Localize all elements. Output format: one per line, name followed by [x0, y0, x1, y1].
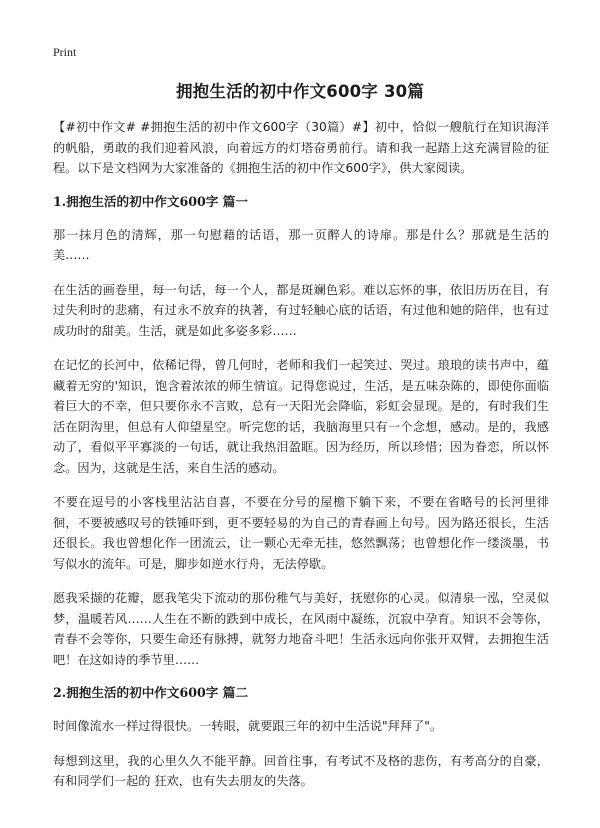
document-title: 拥抱生活的初中作文600字 30篇	[175, 82, 425, 101]
paragraph: 不要在逗号的小客栈里沾沾自喜，不要在分号的屋檐下躺下来，不要在省略号的长河里徘徊，不要被感叹号的铁锤吓到，更不要轻易的为自己的青春画上句号。因为路还很长，生活还很长。我也曾想化作一团流云，让一颗心无牵无挂，悠然飘荡；也曾想化作一缕淡墨，书写似水的流年。可是，脚步如逆水行舟，无法停歇。	[53, 495, 549, 571]
paragraph: 那一抹月色的清辉，那一句慰藉的话语，那一页醉人的诗扉。那是什么？那就是生活的美……	[53, 227, 549, 262]
section-heading-1: 1.拥抱生活的初中作文600字 篇一	[53, 193, 248, 209]
paragraph: 在记忆的长河中，依稀记得，曾几何时，老师和我们一起笑过、哭过。琅琅的读书声中，蕴藏着无穷的'知识，饱含着浓浓的师生情谊。记得您说过，生活，是五味杂陈的，即使你面临着巨大的不幸，但只要你永不言败，总有一天阳光会降临，彩虹会显现。是的，有时我们生活在阴沟里，但总有人仰望星空。听完您的话，我脑海里只有一个念想，感动。是的，我感动了，看似平平寡淡的一句话，就让我热泪盈眶。因为经历，所以珍惜；因为眷恋，所以怀念。因为，这就是生活，来自生活的感动。	[53, 358, 549, 475]
paragraph: 在生活的画卷里，每一句话，每一个人，都是斑斓色彩。难以忘怀的事，依旧历历在目，有过失利时的悲痛，有过永不放弃的执著，有过轻触心底的话语，有过他和她的陪伴，也有过成功时的甜美。生活，就是如此多姿多彩……	[53, 282, 549, 338]
intro-paragraph: 【#初中作文# #拥抱生活的初中作文600字（30篇）#】初中，恰似一艘航行在知识海洋的帆船，勇敢的我们迎着风浪，向着远方的灯塔奋勇前行。请和我一起踏上这充满冒险的征程。以下是文档网为大家准备的《拥抱生活的初中作文600字》，供大家阅读。	[53, 120, 549, 175]
section-heading-2: 2.拥抱生活的初中作文600字 篇二	[53, 685, 248, 700]
paragraph: 每想到这里，我的心里久久不能平静。回首往事，有考试不及格的悲伤，有考高分的自豪，有和同学们一起的 狂欢，也有失去朋友的失落。	[53, 753, 549, 788]
paragraph: 愿我采撷的花瓣，愿我笔尖下流动的那份稚气与美好，抚慰你的心灵。似清泉一泓，空灵似梦，温暖若风……人生在不断的跌到中成长，在风雨中凝练，沉寂中孕育。知识不会等你，青春不会等你，只要生命还有脉搏，就努力地奋斗吧！生活永远向你张开双臂，去拥抱生活吧！在这如诗的季节里……	[53, 591, 549, 667]
print-link[interactable]: Print	[53, 45, 77, 59]
paragraph: 时间像流水一样过得很快。一转眼，就要跟三年的初中生活说"拜拜了"。	[53, 719, 443, 733]
document-body	[53, 117, 549, 806]
